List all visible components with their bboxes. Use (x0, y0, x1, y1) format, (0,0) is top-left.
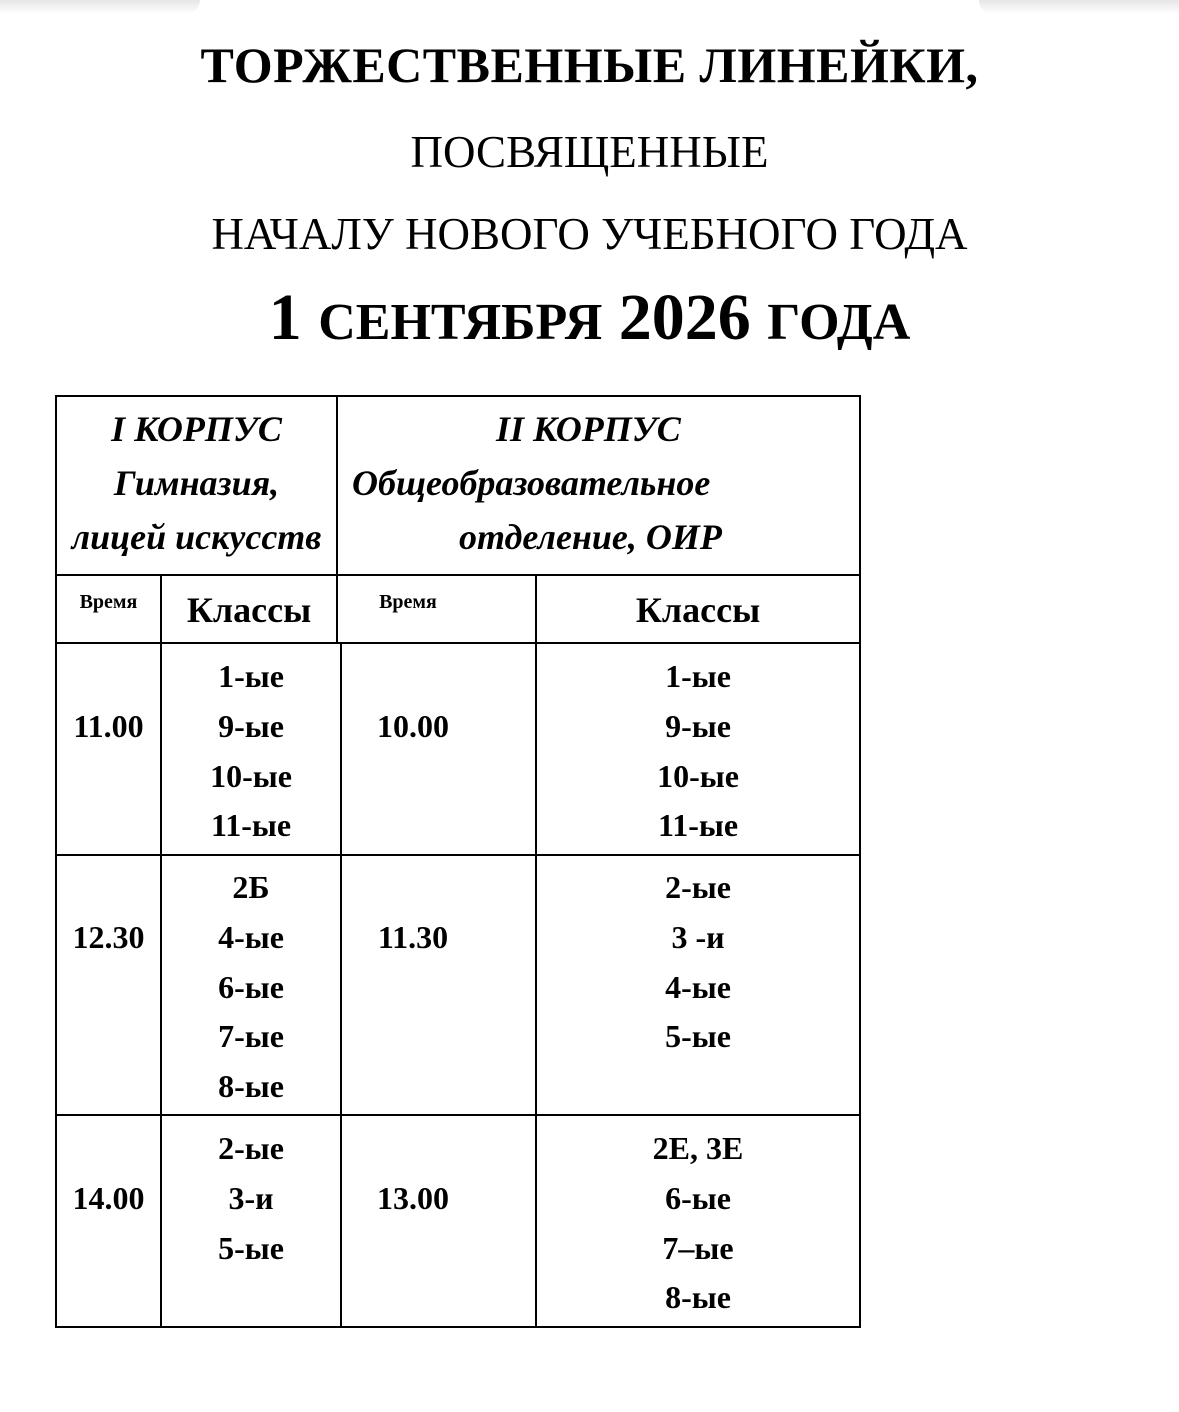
row2-building2-classes (537, 863, 859, 1062)
row1-building1-time: 11.00 (73, 708, 144, 744)
class-item: 8-ые (665, 1279, 731, 1316)
title-line-3: НАЧАЛУ НОВОГО УЧЕБНОГО ГОДА (211, 209, 968, 259)
table-border-bottom (55, 1326, 861, 1328)
class-item: 11-ые (210, 807, 292, 844)
row2-building2-time: 11.30 (377, 919, 449, 955)
class-item: 9-ые (665, 707, 731, 744)
row2-building1-classes (162, 863, 340, 1112)
class-item: 2Е, 3Е (652, 1130, 744, 1166)
table-divider-buildings-body (340, 642, 342, 1328)
date-day: 1 (268, 281, 302, 354)
class-item: 10-ые (657, 757, 739, 794)
title-line-2: ПОСВЯЩЕННЫЕ (410, 127, 769, 177)
class-item: 6-ые (665, 1179, 731, 1216)
building1-time-header: Время (79, 591, 138, 613)
class-item: 4-ые (218, 918, 284, 955)
building1-title: I КОРПУС (111, 409, 282, 449)
building2-time-header: Время (379, 591, 437, 613)
row1-building2-classes (537, 652, 859, 851)
class-item: 4-ые (665, 968, 731, 1005)
table-border-right (859, 395, 861, 1328)
class-item: 1-ые (218, 658, 284, 694)
title-line-1: ТОРЖЕСТВЕННЫЕ ЛИНЕЙКИ, (200, 37, 979, 93)
building1-subtitle-line2: лицей искусств (71, 517, 322, 557)
row1-building1-classes (162, 652, 340, 851)
building2-title: II КОРПУС (496, 409, 681, 449)
table-border-header (55, 574, 861, 576)
class-item: 1-ые (665, 658, 731, 694)
class-item: 5-ые (665, 1018, 731, 1055)
table-border-subheader (55, 642, 861, 644)
building2-subtitle-line1: Общеобразовательное (352, 463, 711, 503)
building2-classes-header: Классы (635, 590, 761, 630)
building1-header (57, 402, 336, 564)
row3-building1-time: 14.00 (72, 1180, 145, 1216)
building1-subtitle-line1: Гимназия, (113, 463, 280, 503)
class-item: 9-ые (218, 707, 284, 744)
row1-building2-time: 10.00 (377, 708, 449, 744)
class-item: 3 -и (671, 918, 725, 955)
table-border-row1 (55, 854, 861, 856)
table-border-top (55, 395, 861, 397)
class-item: 5-ые (218, 1229, 284, 1266)
row3-building1-classes (162, 1124, 340, 1273)
date-month: СЕНТЯБРЯ (318, 294, 603, 351)
class-item: 8-ые (218, 1068, 284, 1105)
class-item: 6-ые (218, 968, 284, 1005)
row3-building2-classes (537, 1124, 859, 1323)
building2-header (338, 402, 859, 564)
class-item: 2-ые (218, 1130, 284, 1166)
class-item: 7–ые (662, 1229, 734, 1266)
table-border-row2 (55, 1114, 861, 1116)
class-item: 3-и (228, 1179, 274, 1216)
building2-subtitle-line2: отделение, ОИР (459, 517, 722, 557)
class-item: 2-ые (665, 869, 731, 905)
building1-classes-header: Классы (186, 590, 312, 630)
date-year: 2026 (618, 281, 751, 354)
class-item: 10-ые (210, 757, 292, 794)
class-item: 7-ые (218, 1018, 284, 1055)
class-item: 11-ые (657, 807, 739, 844)
class-item: 2Б (232, 869, 270, 905)
row2-building1-time: 12.30 (72, 919, 145, 955)
row3-building2-time: 13.00 (377, 1180, 449, 1216)
date-word: ГОДА (767, 294, 911, 351)
